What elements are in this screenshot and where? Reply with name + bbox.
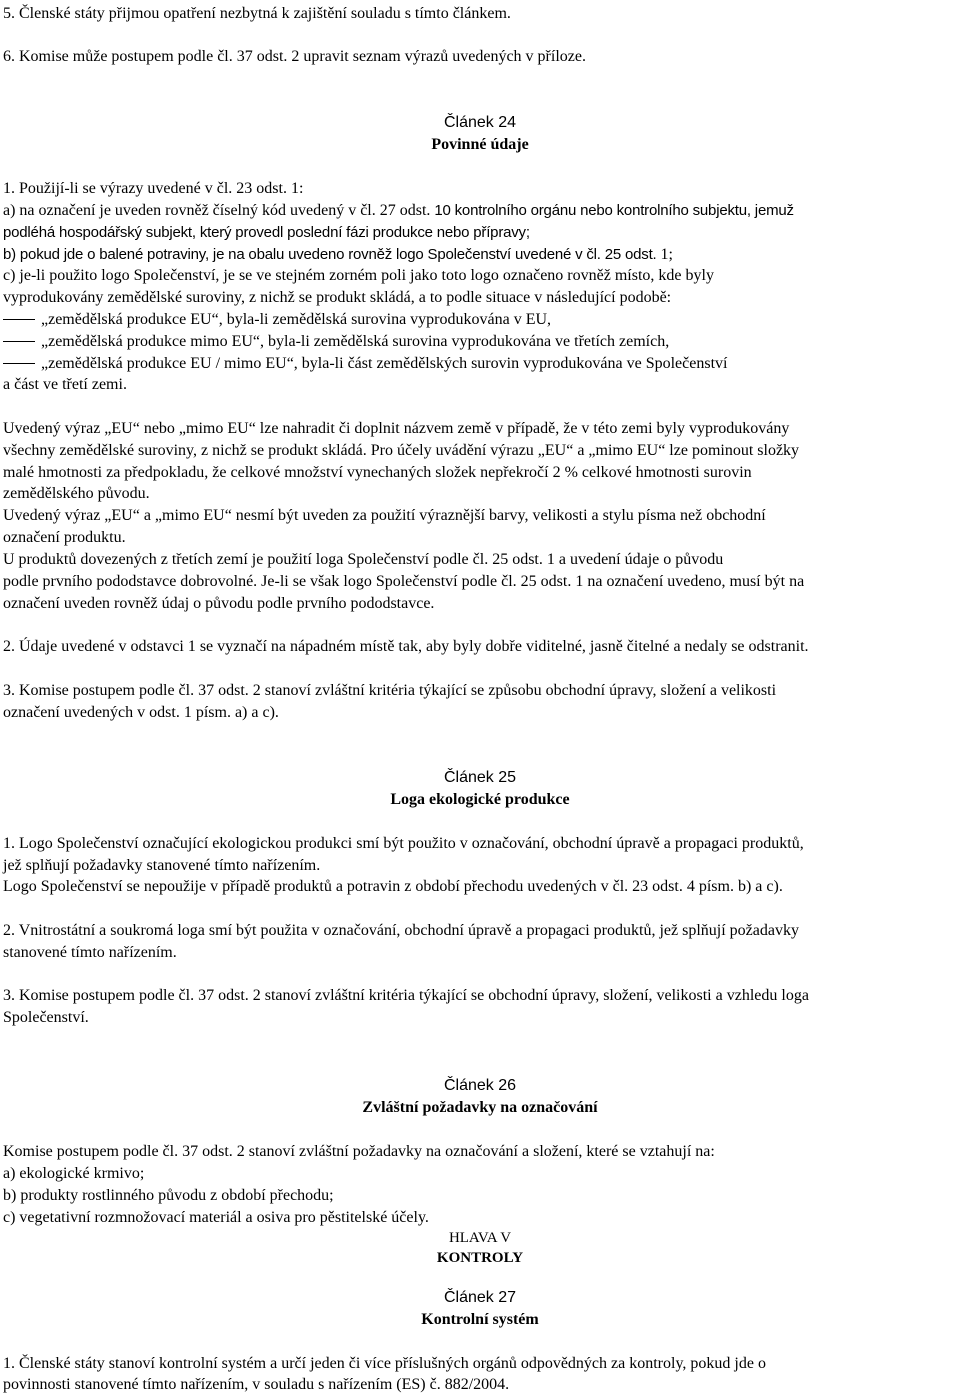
- paragraph-line: c) vegetativní rozmnožovací materiál a osiva pro pěstitelské účely.: [3, 1209, 429, 1226]
- paragraph-line: [3, 201, 794, 221]
- text-span: 1;: [656, 246, 673, 263]
- paragraph-line: [3, 245, 673, 265]
- paragraph-line: podle prvního pododstavce dobrovolné. Je-li se však logo Společenství podle čl. 25 odst. 1 na označení uvedeno, musí být na: [3, 573, 805, 590]
- paragraph-line: povinnosti stanovené tímto nařízením, v souladu s nařízením (ES) č. 882/2004.: [3, 1376, 510, 1393]
- dash-marker: [3, 363, 35, 364]
- text-span: b) pokud jde o balené potraviny, je na obalu uvedeno rovněž logo Společenství uvedené v čl. 25 odst.: [3, 246, 657, 263]
- paragraph-line: vyprodukovány zemědělské suroviny, z nichž se produkt skládá, a to podle situace v následující podobě:: [3, 289, 672, 306]
- article-26-title: Zvláštní požadavky na označování: [362, 1099, 598, 1116]
- paragraph-line: Uvedený výraz „EU“ nebo „mimo EU“ lze nahradit či doplnit názvem země v případě, že v této zemi byly vyprodukovány: [3, 420, 790, 437]
- paragraph-line: 2. Údaje uvedené v odstavci 1 se vyznačí na nápadném místě tak, aby byly dobře viditelné, jasně čitelné a nedaly se odstranit.: [3, 638, 809, 655]
- dash-marker: [3, 341, 35, 342]
- article-27-number: Článek 27: [443, 1289, 517, 1306]
- paragraph-line: všechny zemědělské suroviny, z nichž se produkt skládá. Pro účely uvádění výrazu „EU“ a „mimo EU“ lze pominout složky: [3, 442, 800, 459]
- paragraph-line: Uvedený výraz „EU“ a „mimo EU“ nesmí být uveden za použití výraznější barvy, velikosti a stylu písma než obchodní: [3, 507, 766, 524]
- paragraph-line: Logo Společenství se nepoužije v případě produktů a potravin z období přechodu uvedených v čl. 23 odst. 4 písm. b) a c).: [3, 878, 783, 895]
- paragraph-line: malé hmotnosti za předpokladu, že celkové množství vynechaných složek nepřekročí 2 % celkové hmotnosti surovin: [3, 464, 752, 481]
- text-span: „zemědělská produkce EU“, byla-li zemědělská surovina vyprodukována v EU,: [41, 311, 552, 328]
- article-25-number: Článek 25: [443, 769, 517, 786]
- paragraph-line: 1. Použijí-li se výrazy uvedené v čl. 23 odst. 1:: [3, 180, 304, 197]
- paragraph-line: Společenství.: [3, 1009, 89, 1026]
- paragraph-line: 2. Vnitrostátní a soukromá loga smí být použita v označování, obchodní úpravě a propagaci produktů, jež splňují požadavky: [3, 922, 799, 939]
- text-span: 10 kontrolního orgánu nebo kontrolního subjektu, jemuž: [430, 202, 794, 219]
- paragraph-line: a) ekologické krmivo;: [3, 1165, 145, 1182]
- article-24-title: Povinné údaje: [431, 136, 529, 153]
- paragraph-line: podléhá hospodářský subjekt, který provedl poslední fázi produkce nebo přípravy;: [3, 224, 530, 241]
- paragraph-line: 1. Členské státy stanoví kontrolní systém a určí jeden či více příslušných orgánů odpovědných za kontroly, pokud jde o: [3, 1355, 766, 1372]
- paragraph-line: b) produkty rostlinného původu z období přechodu;: [3, 1187, 334, 1204]
- paragraph-line: 3. Komise postupem podle čl. 37 odst. 2 stanoví zvláštní kritéria týkající se způsobu obchodní úpravy, složení a velikosti: [3, 682, 777, 699]
- paragraph-line: c) je-li použito logo Společenství, je se ve stejném zorném poli jako toto logo označeno rovněž místo, kde byly: [3, 267, 714, 284]
- article-27-title: Kontrolní systém: [421, 1311, 539, 1328]
- paragraph-line: 6. Komise může postupem podle čl. 37 odst. 2 upravit seznam výrazů uvedených v příloze.: [3, 48, 586, 65]
- paragraph-line: 1. Logo Společenství označující ekologickou produkci smí být použito v označování, obchodní úpravě a propagaci produktů,: [3, 835, 804, 852]
- title-5-number: HLAVA V: [448, 1230, 512, 1246]
- paragraph-line: označení uvedených v odst. 1 písm. a) a c).: [3, 704, 279, 721]
- article-26-number: Článek 26: [443, 1077, 517, 1094]
- paragraph-line: a část ve třetí zemi.: [3, 376, 127, 393]
- article-25-title: Loga ekologické produkce: [390, 791, 570, 808]
- paragraph-line: U produktů dovezených z třetích zemí je použití loga Společenství podle čl. 25 odst. 1 a uvedení údaje o původu: [3, 551, 724, 568]
- paragraph-line: Komise postupem podle čl. 37 odst. 2 stanoví zvláštní požadavky na označování a složení, které se vztahují na:: [3, 1143, 715, 1160]
- paragraph-line: označení uveden rovněž údaj o původu podle prvního pododstavce.: [3, 595, 435, 612]
- dash-list-item: [3, 332, 669, 352]
- paragraph-line: stanovené tímto nařízením.: [3, 944, 177, 961]
- text-span: a) na označení je uveden rovněž číselný kód uvedený v čl. 27 odst.: [3, 202, 431, 219]
- text-span: „zemědělská produkce EU / mimo EU“, byla-li část zemědělských surovin vyprodukována ve Společenství: [41, 355, 728, 372]
- dash-marker: [3, 319, 35, 320]
- paragraph-line: 5. Členské státy přijmou opatření nezbytná k zajištění souladu s tímto článkem.: [3, 5, 511, 22]
- dash-list-item: [3, 354, 727, 374]
- paragraph-line: označení produktu.: [3, 529, 126, 546]
- paragraph-line: zemědělského původu.: [3, 485, 150, 502]
- title-5-name: KONTROLY: [436, 1250, 524, 1266]
- paragraph-line: jež splňují požadavky stanovené tímto nařízením.: [3, 857, 321, 874]
- paragraph-line: 3. Komise postupem podle čl. 37 odst. 2 stanoví zvláštní kritéria týkající se obchodní úpravy, složení, velikosti a vzhledu loga: [3, 987, 809, 1004]
- article-24-number: Článek 24: [443, 114, 517, 131]
- text-span: „zemědělská produkce mimo EU“, byla-li zemědělská surovina vyprodukována ve třetích zemích,: [41, 333, 670, 350]
- dash-list-item: [3, 310, 551, 330]
